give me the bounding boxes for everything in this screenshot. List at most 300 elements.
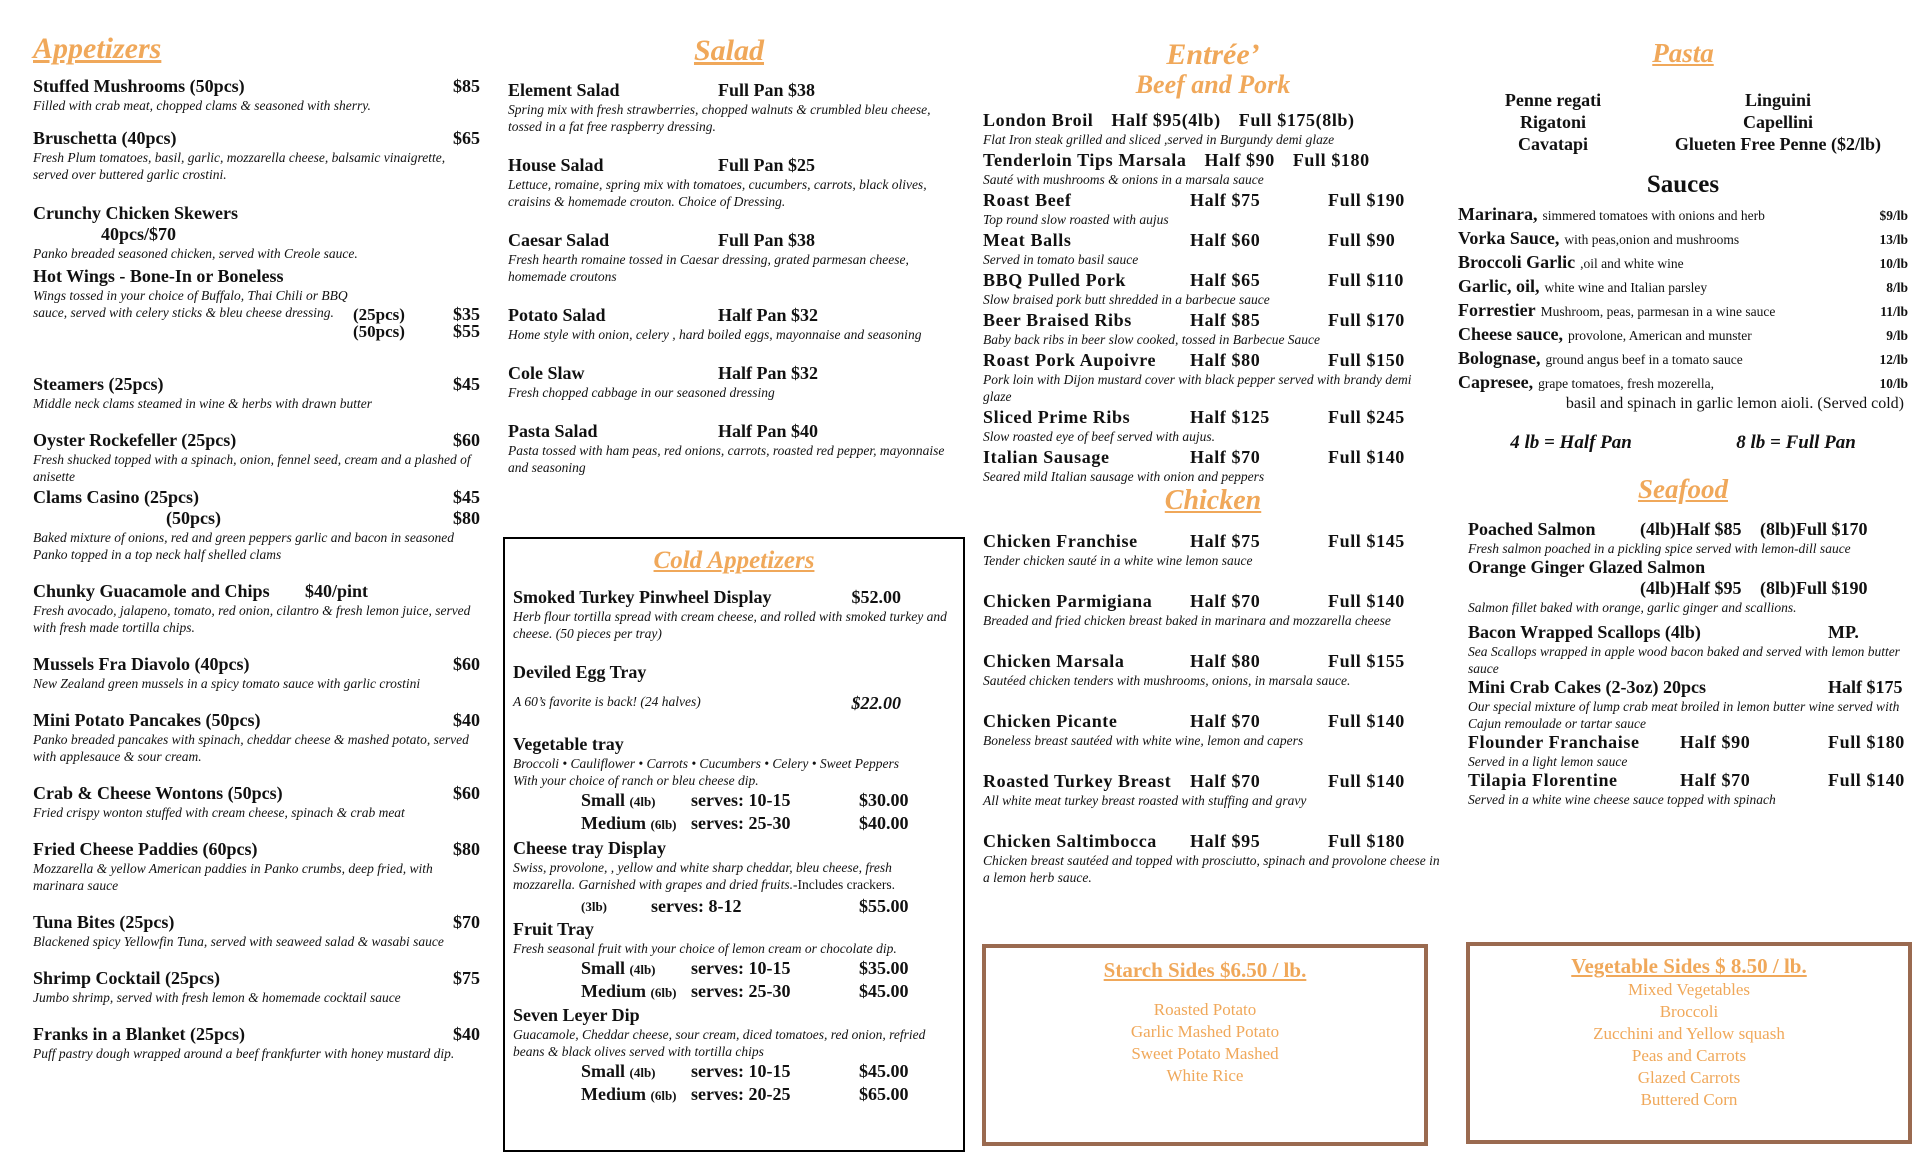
menu-item [983, 407, 1443, 445]
item-name: Smoked Turkey Pinwheel Display [513, 587, 772, 607]
menu-item [508, 80, 950, 135]
size-serves: serves: 25-30 [691, 813, 791, 833]
item-header [983, 190, 1443, 211]
item-full-price: Full $90 [1328, 230, 1396, 250]
item-price: $60 [453, 430, 480, 450]
item-full-price: MP. [1828, 622, 1859, 642]
item-header [1468, 622, 1908, 643]
size-name: Medium [581, 813, 646, 833]
item-name: BBQ Pulled Pork [983, 270, 1127, 290]
beef-pork-list [983, 110, 1443, 485]
item-price: Half Pan $32 [718, 363, 819, 383]
menu-item [508, 155, 950, 210]
item-header [983, 270, 1443, 291]
item-name: Tilapia Florentine [1468, 770, 1618, 790]
size-serves: serves: 20-25 [691, 1084, 791, 1104]
item-name: Shrimp Cocktail (25pcs) [33, 968, 221, 988]
vegetable-side-item: Zucchini and Yellow squash [1593, 1024, 1785, 1043]
size-row: (3lb) serves: 8-12 $55.00 [581, 896, 909, 916]
item-portion: 40pcs/$70 [101, 224, 177, 244]
item-portion: (50pcs) [353, 322, 405, 341]
menu-item [513, 662, 955, 714]
item-description: Filled with crab meat, chopped clams & seasoned with sherry. [33, 98, 371, 113]
size-label [581, 958, 691, 980]
item-header [983, 831, 1443, 852]
sauce-item [1458, 275, 1908, 299]
menu-item [513, 734, 955, 835]
size-name: Medium [581, 981, 646, 1001]
item-full-price: Half $175 [1828, 677, 1903, 697]
item-description: Baked mixture of onions, red and green peppers garlic and bacon in seasoned Panko topped in a top neck half shelled clams [33, 530, 455, 562]
item-description: Fresh chopped cabbage in our seasoned dressing [508, 385, 775, 400]
menu-item [1468, 519, 1908, 557]
item-name: Chicken Parmigiana [983, 591, 1153, 611]
size-row [513, 813, 955, 835]
menu-item [33, 710, 480, 765]
menu-item [983, 310, 1443, 348]
sauce-description: Mushroom, peas, parmesan in a wine sauce [1540, 304, 1776, 319]
menu-item [513, 838, 955, 917]
sauce-name: Bolognase, [1458, 348, 1541, 368]
sauce-description: with peas,onion and mushrooms [1564, 232, 1740, 247]
item-price: $65 [453, 128, 480, 148]
item-description: With your choice of ranch or bleu cheese dip. [513, 773, 759, 788]
item-name: Mussels Fra Diavolo (40pcs) [33, 654, 250, 674]
menu-item [508, 363, 950, 401]
cold-appetizers-box [503, 537, 965, 1152]
pasta-type: Glueten Free Penne ($2/lb) [1674, 134, 1882, 154]
item-name: Caesar Salad [508, 230, 610, 250]
starch-side-item: Garlic Mashed Potato [1130, 1022, 1280, 1041]
item-description: Fresh salmon poached in a pickling spice served with lemon-dill sauce [1468, 541, 1851, 556]
full-pan-label: 8 lb = Full Pan [1736, 432, 1856, 453]
item-price: $22.00 [851, 693, 901, 713]
item-header [1468, 519, 1908, 540]
item-description: Puff pastry dough wrapped around a beef frankfurter with honey mustard dip. [33, 1046, 455, 1061]
vegetable-side-item: Mixed Vegetables [1628, 980, 1750, 999]
item-full-price: Full $140 [1328, 591, 1405, 611]
item-full-price: Full $245 [1328, 407, 1405, 427]
sauce-item [1458, 251, 1908, 275]
entree-column [983, 0, 1443, 886]
item-description: Sauté with mushrooms & onions in a marsala sauce [983, 172, 1264, 187]
menu-item [33, 839, 480, 894]
size-row [513, 958, 955, 980]
item-description: Tender chicken sauté in a white wine lemon sauce [983, 553, 1253, 568]
size-serves: serves: 10-15 [691, 958, 791, 978]
vegetable-side-item: Buttered Corn [1640, 1090, 1738, 1109]
seafood-list [1458, 519, 1908, 808]
item-description: Wings tossed in your choice of Buffalo, Thai Chili or BBQ sauce, served with celery sticks & bleu cheese dressing. [33, 288, 348, 320]
item-description: New Zealand green mussels in a spicy tomato sauce with garlic crostini [33, 676, 421, 691]
item-description: Swiss, provolone, , yellow and white sharp cheddar, bleu cheese, fresh mozzarella. Garnished with grapes and dried fruits.-Includes crackers. [513, 860, 895, 892]
menu-item [33, 374, 480, 412]
item-name: Italian Sausage [983, 447, 1110, 467]
size-weight: (6lb) [650, 817, 677, 832]
item-price: Full Pan $25 [718, 155, 816, 175]
sauce-description: ,oil and white wine [1580, 256, 1684, 271]
item-description: Fresh Plum tomatoes, basil, garlic, mozzarella cheese, balsamic vinaigrette, served over buttered garlic crostini. [33, 150, 446, 182]
salad-list [508, 80, 950, 476]
item-name: Chicken Franchise [983, 531, 1138, 551]
menu-item [983, 150, 1443, 188]
item-name: Mini Potato Pancakes (50pcs) [33, 710, 261, 730]
item-name: Vegetable tray [513, 734, 624, 754]
item-price: $40 [453, 1024, 480, 1044]
item-full-price: Full $150 [1328, 350, 1405, 370]
item-description: Our special mixture of lump crab meat broiled in lemon butter wine served with Cajun remoulade or tartar sauce [1468, 699, 1900, 731]
sauce-price: 11/lb [1880, 304, 1908, 319]
item-name: Deviled Egg Tray [513, 662, 647, 682]
appetizers-title: Appetizers [33, 32, 162, 65]
item-name: Mini Crab Cakes (2-3oz) 20pcs [1468, 677, 1706, 697]
item-name: Potato Salad [508, 305, 606, 325]
item-header [983, 350, 1443, 371]
chicken-title: Chicken [1164, 485, 1262, 516]
cold-appetizers-title: Cold Appetizers [653, 547, 815, 574]
item-name: London Broil [983, 110, 1094, 130]
size-name: Small [581, 958, 626, 978]
item-name: Roast Beef [983, 190, 1072, 210]
sauce-name: Broccoli Garlic [1458, 252, 1576, 272]
item-price: $60 [453, 783, 480, 803]
menu-item [983, 711, 1443, 749]
pasta-type: Rigatoni [1519, 112, 1586, 132]
item-prices [1640, 578, 1908, 599]
item-half-price: (4lb)Half $95 [1640, 578, 1742, 598]
sauce-item [1458, 227, 1908, 251]
item-header [1468, 677, 1908, 698]
pasta-title: Pasta [1652, 38, 1714, 68]
starch-sides-box [982, 944, 1428, 1146]
item-price: $80 [453, 839, 480, 859]
menu-item [983, 230, 1443, 268]
menu-item [508, 230, 950, 285]
item-full-price: Full $180 [1828, 732, 1905, 752]
menu-item [513, 919, 955, 1003]
size-label [581, 1061, 691, 1083]
item-portion: (50pcs) [166, 508, 221, 528]
item-half-price: Half $80 [1190, 350, 1261, 370]
menu-item [1468, 557, 1908, 616]
item-description: Flat Iron steak grilled and sliced ,served in Burgundy demi glaze [983, 132, 1335, 147]
portion-row [166, 508, 480, 529]
menu-item [983, 771, 1443, 809]
item-half-price: Half $90 [1204, 150, 1275, 170]
item-name: Chicken Picante [983, 711, 1118, 731]
size-name: Small [581, 1061, 626, 1081]
item-full-price: Full $140 [1828, 770, 1905, 790]
item-name: Fried Cheese Paddies (60pcs) [33, 839, 258, 859]
item-header [983, 447, 1443, 468]
item-header [983, 711, 1443, 732]
item-name: Roast Pork Aupoivre [983, 350, 1157, 370]
item-description: Mozzarella & yellow American paddies in Panko crumbs, deep fried, with marinara sauce [33, 861, 433, 893]
size-name: Medium [581, 1084, 646, 1104]
sauce-description: provolone, American and munster [1567, 328, 1752, 343]
item-description: Served in tomato basil sauce [983, 252, 1139, 267]
menu-item [33, 581, 480, 636]
item-name: Flounder Franchaise [1468, 732, 1640, 752]
item-description: Slow braised pork butt shredded in a barbecue sauce [983, 292, 1270, 307]
item-description: Herb flour tortilla spread with cream cheese, and rolled with smoked turkey and cheese. (50 pieces per tray) [513, 609, 947, 641]
pasta-types [1458, 89, 1908, 155]
menu-item [983, 831, 1443, 886]
starch-sides-list [986, 999, 1424, 1087]
menu-item [33, 1024, 480, 1062]
item-full-price: Full $110 [1328, 270, 1404, 290]
item-name: House Salad [508, 155, 604, 175]
item-description: Middle neck clams steamed in wine & herbs with drawn butter [33, 396, 372, 411]
item-description: Seared mild Italian sausage with onion and peppers [983, 469, 1265, 484]
item-header [1468, 770, 1908, 791]
item-full-price: Full $180 [1328, 831, 1405, 851]
item-half-price: Half $70 [1190, 447, 1261, 467]
sauce-description: simmered tomatoes with onions and herb [1542, 208, 1765, 223]
starch-sides-title: Starch Sides $6.50 / lb. [1103, 958, 1307, 982]
item-price: $40 [453, 710, 480, 730]
sauce-list [1458, 203, 1908, 395]
size-serves: serves: 10-15 [691, 1061, 791, 1081]
salad-column [508, 0, 950, 476]
menu-item [1468, 732, 1908, 770]
item-name: Stuffed Mushrooms (50pcs) [33, 76, 245, 96]
menu-item [33, 76, 480, 114]
item-name: Seven Leyer Dip [513, 1005, 640, 1025]
item-description: Served in a white wine cheese sauce topped with spinach [1468, 792, 1776, 807]
item-description: Spring mix with fresh strawberries, chopped walnuts & crumbled bleu cheese, tossed in a fat free raspberry dressing. [508, 102, 931, 134]
item-header [983, 591, 1443, 612]
item-full-price: Full $180 [1292, 150, 1370, 170]
sauce-description: ground angus beef in a tomato sauce [1545, 352, 1743, 367]
starch-side-item: Sweet Potato Mashed [1131, 1044, 1279, 1063]
item-name: Element Salad [508, 80, 620, 100]
size-row [513, 790, 955, 812]
item-price: $75 [453, 968, 480, 988]
item-name: Franks in a Blanket (25pcs) [33, 1024, 246, 1044]
item-name: Hot Wings - Bone-In or Boneless [33, 266, 284, 286]
item-name: Cheese tray Display [513, 838, 666, 858]
item-header [983, 771, 1443, 792]
item-half-price: Half $70 [1680, 770, 1751, 790]
menu-item [1468, 770, 1908, 808]
size-weight: (4lb) [629, 794, 656, 809]
item-price: $80 [453, 508, 480, 528]
sauce-name: Capresee, [1458, 372, 1534, 392]
item-description: Top round slow roasted with aujus [983, 212, 1169, 227]
starch-side-item: Roasted Potato [1153, 1000, 1257, 1019]
sauce-name: Vorka Sauce, [1458, 228, 1560, 248]
sauce-item [1458, 299, 1908, 323]
sauce-item [1458, 323, 1908, 347]
item-half-price: Half $65 [1190, 270, 1261, 290]
menu-item [983, 447, 1443, 485]
size-serves: serves: 25-30 [691, 981, 791, 1001]
item-description: Fresh shucked topped with a spinach, onion, fennel seed, cream and a plashed of anisette [33, 452, 471, 484]
size-label [581, 813, 691, 835]
menu-item [33, 266, 480, 342]
item-price: $60 [453, 654, 480, 674]
item-price: $70 [453, 912, 480, 932]
item-price: $52.00 [851, 587, 901, 607]
sauce-description: white wine and Italian parsley [1544, 280, 1708, 295]
item-half-price: Half $70 [1190, 771, 1261, 791]
menu-item [33, 430, 480, 485]
menu-item [1468, 677, 1908, 732]
vegetable-sides-list [1470, 979, 1908, 1111]
item-description: Breaded and fried chicken breast baked in marinara and mozzarella cheese [983, 613, 1391, 628]
seafood-title: Seafood [1638, 474, 1728, 504]
vegetable-sides-box [1466, 942, 1912, 1144]
caprese-second-line: basil and spinach in garlic lemon aioli. (Served cold) [1565, 395, 1904, 412]
item-name: Steamers (25pcs) [33, 374, 164, 394]
item-price: $85 [453, 76, 480, 96]
pasta-type: Linguini [1744, 90, 1812, 110]
item-portion: (25pcs) [353, 305, 405, 324]
item-description: Pork loin with Dijon mustard cover with black pepper served with brandy demi glaze [983, 372, 1412, 404]
item-price: Half Pan $40 [718, 421, 819, 441]
item-name: Poached Salmon [1468, 519, 1596, 539]
item-description: Guacamole, Cheddar cheese, sour cream, diced tomatoes, red onion, refried beans & black olives served with tortilla chips [513, 1027, 926, 1059]
item-name: Clams Casino (25pcs) [33, 487, 200, 507]
menu-item [983, 270, 1443, 308]
item-half-price: Half $90 [1680, 732, 1751, 752]
item-name: Beer Braised Ribs [983, 310, 1132, 330]
menu-item [983, 591, 1443, 629]
item-name: Chicken Marsala [983, 651, 1125, 671]
item-description: Panko breaded seasoned chicken, served with Creole sauce. [33, 246, 358, 261]
item-name: Crab & Cheese Wontons (50pcs) [33, 783, 283, 803]
item-price: Full Pan $38 [718, 80, 816, 100]
cold-appetizers-list [505, 587, 963, 1106]
item-name: Bruschetta (40pcs) [33, 128, 177, 148]
item-description: Panko breaded pancakes with spinach, cheddar cheese & mashed potato, served with applesauce & sour cream. [33, 732, 469, 764]
menu-item [33, 203, 480, 262]
item-header [983, 150, 1443, 171]
item-header [983, 531, 1443, 552]
item-description: Served in a light lemon sauce [1468, 754, 1628, 769]
item-header [983, 651, 1443, 672]
item-header [983, 230, 1443, 251]
item-full-price: (8lb)Full $170 [1760, 519, 1868, 539]
item-description: Fried crispy wonton stuffed with cream cheese, spinach & crab meat [33, 805, 405, 820]
item-description: Pasta tossed with ham peas, red onions, carrots, roasted red pepper, mayonnaise and seasoning [508, 443, 945, 475]
appetizers-list [33, 76, 480, 1062]
item-name: Tuna Bites (25pcs) [33, 912, 175, 932]
size-price: $45.00 [859, 1061, 909, 1081]
item-description: Fresh hearth romaine tossed in Caesar dressing, grated parmesan cheese, homemade croutons [508, 252, 909, 284]
size-name: Small [581, 790, 626, 810]
menu-item [33, 912, 480, 950]
item-description: All white meat turkey breast roasted with stuffing and gravy [983, 793, 1307, 808]
item-description: Chicken breast sautéed and topped with prosciutto, spinach and provolone cheese in a lemon herb sauce. [983, 853, 1440, 885]
vegetable-side-item: Peas and Carrots [1631, 1046, 1747, 1065]
pan-sizes [1458, 432, 1908, 454]
item-full-price: Full $175(8lb) [1238, 110, 1355, 130]
item-half-price: Half $75 [1190, 531, 1261, 551]
size-rows [513, 790, 955, 835]
item-full-price: Full $155 [1328, 651, 1405, 671]
menu-item [33, 783, 480, 821]
item-half-price: Half $95 [1190, 831, 1261, 851]
item-description: Home style with onion, celery , hard boiled eggs, mayonnaise and seasoning [508, 327, 922, 342]
item-full-price: Full $170 [1328, 310, 1405, 330]
menu-item [33, 654, 480, 692]
item-name: Orange Ginger Glazed Salmon [1468, 557, 1706, 577]
sauce-price: 9/lb [1886, 328, 1908, 343]
item-description: Sea Scallops wrapped in apple wood bacon baked and served with lemon butter sauce [1468, 644, 1900, 676]
size-label [581, 790, 691, 812]
item-header [983, 310, 1443, 331]
menu-item [1468, 622, 1908, 677]
size-row [513, 1084, 955, 1106]
sauce-price: 8/lb [1886, 280, 1908, 295]
item-half-price: Half $125 [1190, 407, 1270, 427]
menu-item [983, 110, 1443, 148]
item-description: Lettuce, romaine, spring mix with tomatoes, cucumbers, carrots, black olives, craisins & homemade crouton. Choice of Dressing. [508, 177, 927, 209]
sauce-item [1458, 203, 1908, 227]
sauce-price: 12/lb [1879, 352, 1908, 367]
item-name: Tenderloin Tips Marsala [983, 150, 1187, 170]
item-full-price: Full $140 [1328, 771, 1405, 791]
item-full-price: Full $140 [1328, 447, 1405, 467]
item-name: Pasta Salad [508, 421, 598, 441]
size-price: $40.00 [859, 813, 909, 833]
menu-item [508, 421, 950, 476]
item-half-price: Half $95(4lb) [1111, 110, 1221, 130]
size-rows [513, 1061, 955, 1106]
sauce-name: Forrestier [1458, 300, 1536, 320]
portion-row [353, 304, 480, 325]
size-price: $65.00 [859, 1084, 909, 1104]
sauce-price: 10/lb [1879, 376, 1908, 391]
item-description: Broccoli • Cauliflower • Carrots • Cucumbers • Celery • Sweet Peppers [513, 756, 899, 771]
size-label [581, 1084, 691, 1106]
sauces-title: Sauces [1646, 171, 1720, 198]
sauce-price: 13/lb [1879, 232, 1908, 247]
item-name: Cole Slaw [508, 363, 585, 383]
chicken-list [983, 531, 1443, 886]
size-price: $30.00 [859, 790, 909, 810]
sauce-name: Cheese sauce, [1458, 324, 1563, 344]
item-half-price: Half $80 [1190, 651, 1261, 671]
item-name: Roasted Turkey Breast [983, 771, 1172, 791]
appetizers-column [33, 0, 480, 1062]
item-name: Meat Balls [983, 230, 1072, 250]
size-serves: serves: 10-15 [691, 790, 791, 810]
menu-item [513, 587, 955, 642]
item-half-price: Half $75 [1190, 190, 1261, 210]
size-weight: (4lb) [629, 1065, 656, 1080]
item-price: $45 [453, 374, 480, 394]
menu-item [33, 487, 480, 563]
item-description: Slow roasted eye of beef served with aujus. [983, 429, 1215, 444]
item-half-price: (4lb)Half $85 [1640, 519, 1742, 539]
menu-item [33, 128, 480, 183]
item-full-price: (8lb)Full $190 [1760, 578, 1868, 598]
size-weight: (4lb) [629, 962, 656, 977]
item-description: Blackened spicy Yellowfin Tuna, served with seaweed salad & wasabi sauce [33, 934, 444, 949]
size-rows [513, 958, 955, 1003]
pasta-type: Cavatapi [1517, 134, 1588, 154]
item-full-price: Full $145 [1328, 531, 1405, 551]
item-name: Fruit Tray [513, 919, 594, 939]
item-half-price: Half $85 [1190, 310, 1261, 330]
vegetable-sides-title: Vegetable Sides $ 8.50 / lb. [1571, 954, 1807, 978]
pasta-type: Penne regati [1504, 90, 1602, 110]
menu-item [983, 190, 1443, 228]
item-description: Jumbo shrimp, served with fresh lemon & homemade cocktail sauce [33, 990, 401, 1005]
